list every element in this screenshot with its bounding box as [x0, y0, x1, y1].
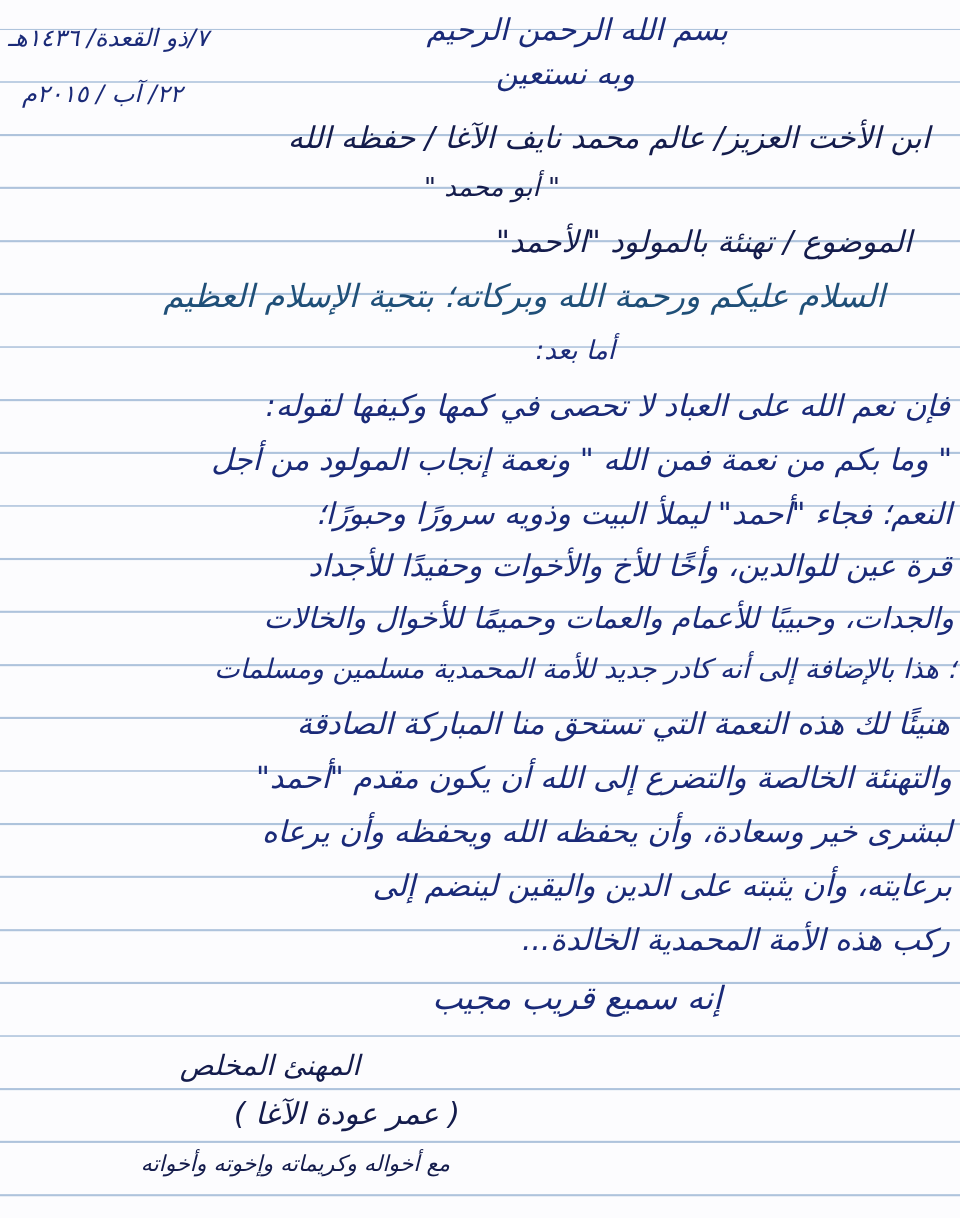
body-line: النعم؛ فجاء "أحمد" ليملأ البيت وذويه سرورًا وحبورًا؛: [316, 497, 952, 532]
body-line: برعايته، وأن يثبته على الدين واليقين لينضم إلى: [372, 869, 952, 904]
body-line: قرة عين للوالدين، وأخًا للأخ والأخوات وحفيدًا للأجداد: [308, 549, 952, 584]
sign-off: المهنئ المخلص: [179, 1049, 360, 1082]
subject-line: الموضوع / تهنئة بالمولود "الأحمد": [496, 225, 912, 260]
body-line: فإن نعم الله على العباد لا تحصى في كمها وكيفها لقوله:: [265, 389, 950, 424]
body-line: لبشرى خير وسعادة، وأن يحفظه الله ويحفظه وأن يرعاه: [262, 815, 952, 850]
closing-prayer: إنه سميع قريب مجيب: [432, 979, 722, 1017]
signer-name: ( عمر عودة الآغا ): [233, 1097, 460, 1132]
recipient-line: ابن الأخت العزيز/ عالم محمد نايف الآغا / حفظه الله: [287, 121, 930, 156]
signature-with: مع أخواله وكريماته وإخوته وأخواته: [140, 1152, 450, 1177]
body-line: " وما بكم من نعمة فمن الله " ونعمة إنجاب المولود من أجل: [211, 443, 952, 478]
body-line: هنيئًا لك هذه النعمة التي تستحق منا المباركة الصادقة: [296, 707, 950, 742]
body-line: ؛ هذا بالإضافة إلى أنه كادر جديد للأمة المحمدية مسلمين ومسلمات: [214, 654, 956, 685]
invocation: وبه نستعين: [496, 57, 635, 92]
recipient-kunya: " أبو محمد ": [424, 173, 560, 203]
body-line: ركب هذه الأمة المحمدية الخالدة...: [521, 923, 950, 958]
body-line: والتهنئة الخالصة والتضرع إلى الله أن يكون مقدم "أحمد": [256, 761, 952, 796]
body-line: والجدات، وحبيبًا للأعمام والعمات وحميمًا للأخوال والخالات: [263, 601, 954, 635]
basmala: بسم الله الرحمن الرحيم: [426, 13, 728, 48]
greeting: السلام عليكم ورحمة الله وبركاته؛ بتحية الإسلام العظيم: [163, 277, 885, 315]
gregorian-date: ٢٢/ آب / ٢٠١٥م: [22, 80, 183, 108]
hijri-date: ٧/ذو القعدة/ ١٤٣٦هـ: [8, 24, 209, 52]
amma-baad: أما بعد:: [535, 336, 615, 366]
